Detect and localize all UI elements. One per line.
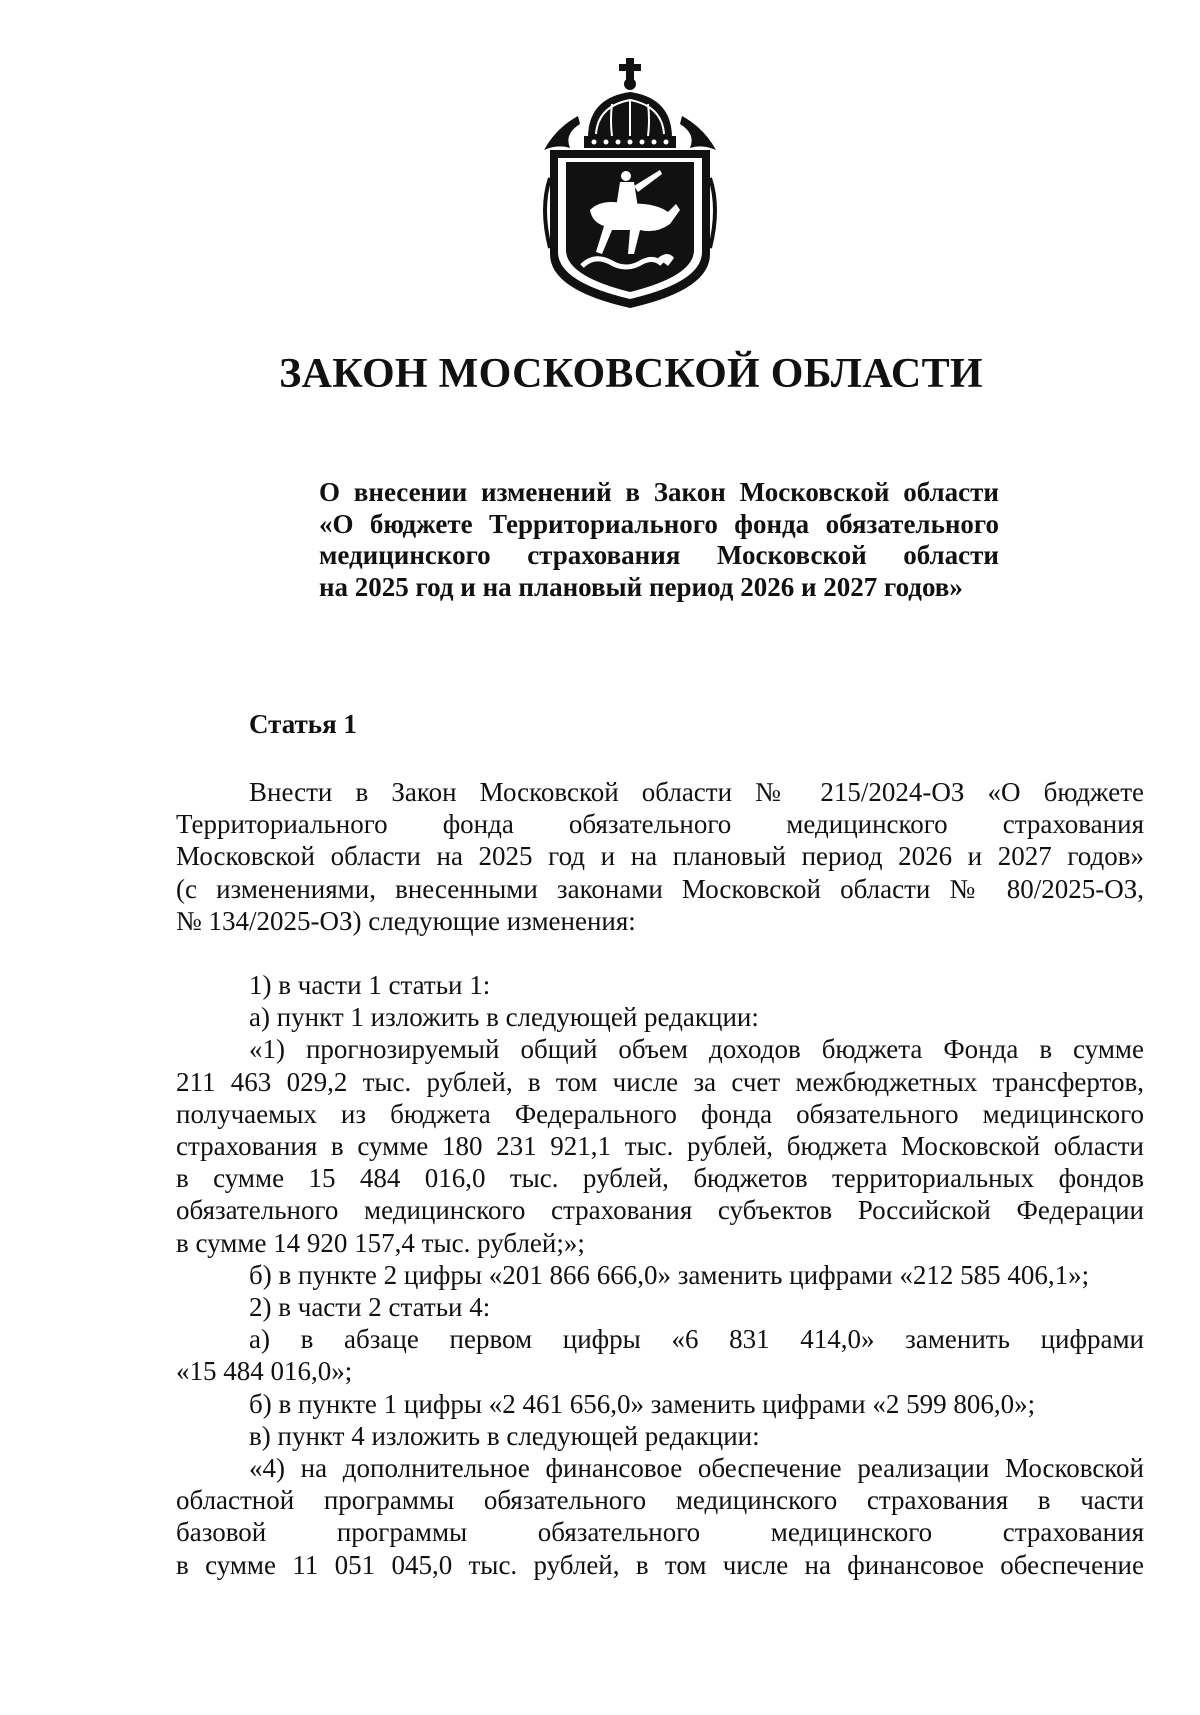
text-line: Территориального фонда обязательного медицинского страхования <box>176 809 1144 840</box>
text-line: а) в абзаце первом цифры «6 831 414,0» заменить цифрами <box>249 1324 1144 1355</box>
text-line: в) пункт 4 изложить в следующей редакции: <box>249 1420 760 1451</box>
subtitle-line: «О бюджете Территориального фонда обязательного <box>319 508 999 539</box>
text-line: областной программы обязательного медицинского страхования в части <box>176 1485 1144 1516</box>
text-line: № 134/2025-ОЗ) следующие изменения: <box>176 905 636 936</box>
text-line: а) пункт 1 изложить в следующей редакции: <box>249 1002 759 1033</box>
subtitle-line: на 2025 год и на плановый период 2026 и 2027 годов» <box>319 571 963 602</box>
text-line: б) в пункте 1 цифры «2 461 656,0» заменить цифрами «2 599 806,0»; <box>249 1388 1036 1419</box>
text-line: страхования в сумме 180 231 921,1 тыс. рублей, бюджета Московской области <box>176 1131 1144 1162</box>
article-heading: Статья 1 <box>249 709 357 739</box>
text-line: в сумме 15 484 016,0 тыс. рублей, бюджетов территориальных фондов <box>176 1163 1144 1194</box>
text-line: в сумме 11 051 045,0 тыс. рублей, в том числе на финансовое обеспечение <box>176 1549 1144 1580</box>
subtitle-line: медицинского страхования Московской области <box>319 540 999 570</box>
law-subtitle <box>319 477 999 603</box>
text-line: (с изменениями, внесенными законами Московской области № 80/2025-ОЗ, <box>176 873 1144 904</box>
text-line: 211 463 029,2 тыс. рублей, в том числе за счет межбюджетных трансфертов, <box>176 1066 1144 1097</box>
text-line: Внести в Закон Московской области № 215/2024-ОЗ «О бюджете <box>249 777 1144 807</box>
text-line: 1) в части 1 статьи 1: <box>249 970 491 1001</box>
text-line: б) в пункте 2 цифры «201 866 666,0» заменить цифрами «212 585 406,1»; <box>249 1259 1090 1290</box>
text-line: обязательного медицинского страхования субъектов Российской Федерации <box>176 1195 1144 1226</box>
article-body <box>176 776 1144 1581</box>
text-line: базовой программы обязательного медицинского страхования <box>176 1517 1144 1548</box>
text-line: в сумме 14 920 157,4 тыс. рублей;»; <box>176 1227 585 1258</box>
law-title: ЗАКОН МОСКОВСКОЙ ОБЛАСТИ <box>279 351 983 397</box>
text-line: получаемых из бюджета Федерального фонда обязательного медицинского <box>176 1098 1144 1129</box>
coat-of-arms-emblem <box>530 58 730 310</box>
text-line: Московской области на 2025 год и на плановый период 2026 и 2027 годов» <box>176 841 1144 872</box>
text-line: 2) в части 2 статьи 4: <box>249 1292 491 1323</box>
text-line: «1) прогнозируемый общий объем доходов бюджета Фонда в сумме <box>249 1034 1144 1065</box>
text-line: «4) на дополнительное финансовое обеспечение реализации Московской <box>249 1453 1144 1484</box>
text-line: «15 484 016,0»; <box>176 1356 353 1387</box>
paragraph-gap <box>176 937 1144 969</box>
subtitle-line: О внесении изменений в Закон Московской области <box>319 477 999 507</box>
